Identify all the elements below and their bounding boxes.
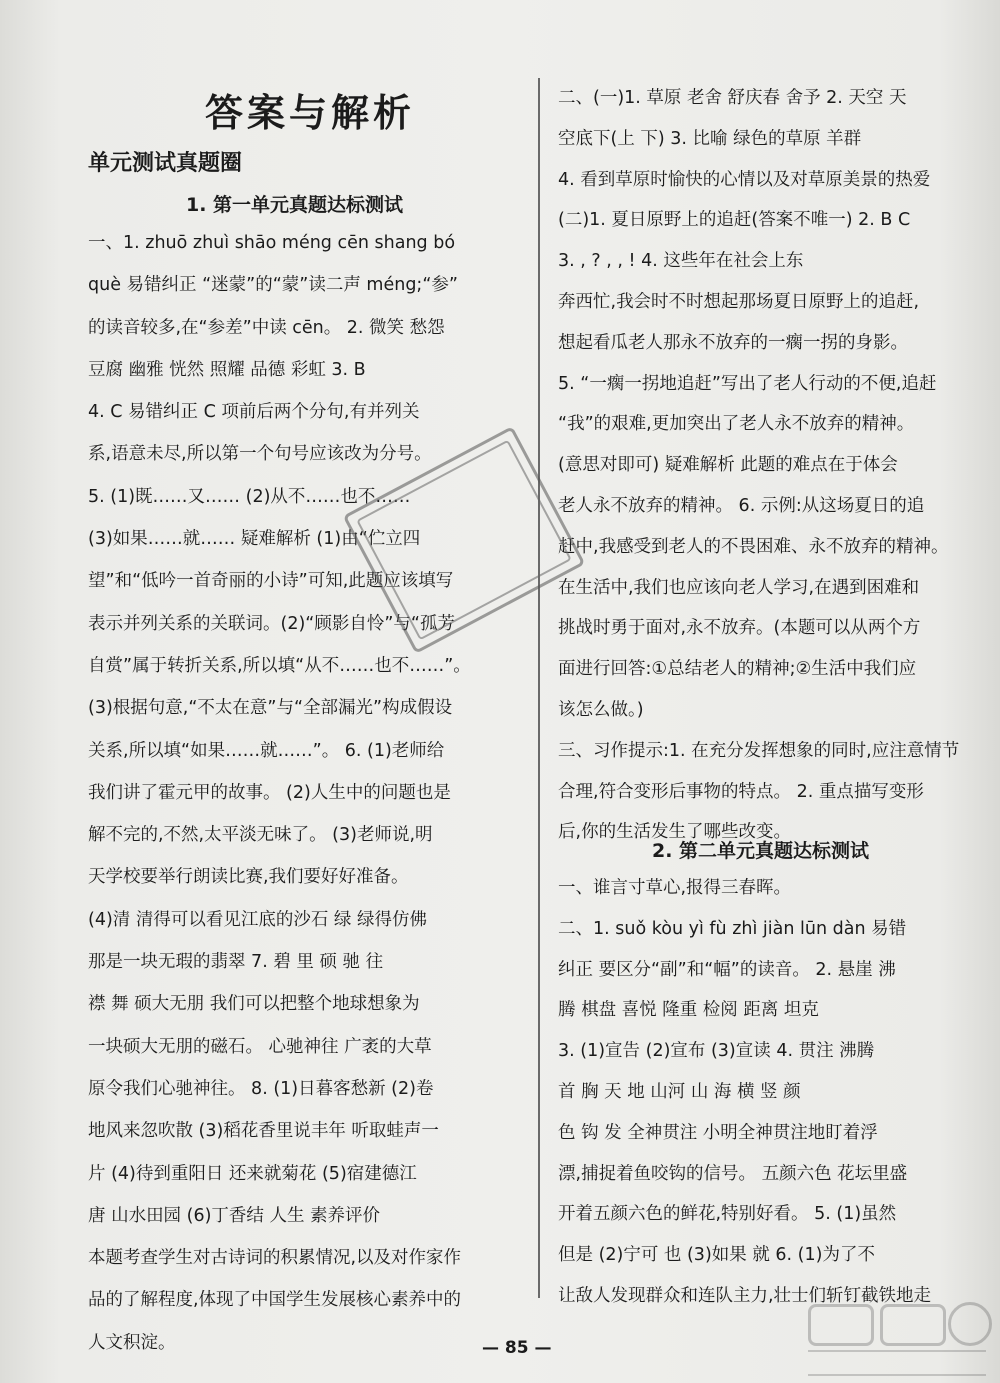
text-line: 一、1. zhuō zhuì shāo méng cēn shang bó bbox=[88, 233, 456, 253]
text-line: què 易错纠正 “迷蒙”的“蒙”读二声 méng;“参” bbox=[88, 275, 458, 296]
left-answer-column bbox=[88, 222, 520, 1364]
text-line: 挑战时勇于面对,永不放弃。(本题可以从两个方 bbox=[558, 618, 921, 639]
text-line: 合理,符合变形后事物的特点。 2. 重点描写变形 bbox=[558, 781, 924, 802]
text-line: 让敌人发现群众和连队主力,壮士们斩钉截铁地走 bbox=[558, 1285, 932, 1306]
text-line: 的读音较多,在“参差”中读 cēn。 2. 微笑 愁怨 bbox=[88, 317, 445, 338]
text-line: 三、习作提示:1. 在充分发挥想象的同时,应注意情节 bbox=[558, 740, 960, 761]
text-line: 品的了解程度,体现了中国学生发展核心素养中的 bbox=[88, 1290, 462, 1311]
text-line: 面进行回答:①总结老人的精神;②生活中我们应 bbox=[558, 659, 917, 680]
text-line: 在生活中,我们也应该向老人学习,在遇到困难和 bbox=[558, 577, 920, 598]
text-line: (3)如果……就…… 疑难解析 (1)由“伫立四 bbox=[88, 529, 421, 550]
text-line: 后,你的生活发生了哪些改变。 bbox=[558, 822, 792, 843]
text-line: 襟 舞 硕大无朋 我们可以把整个地球想象为 bbox=[88, 994, 420, 1015]
text-line: 唐 山水田园 (6)丁香结 人生 素养评价 bbox=[88, 1205, 381, 1226]
right-answer-column-bottom bbox=[558, 868, 990, 1317]
text-line: 色 钩 发 全神贯注 小明全神贯注地盯着浮 bbox=[558, 1122, 878, 1143]
text-line: 表示并列关系的关联词。(2)“顾影自怜”与“孤芳 bbox=[88, 613, 455, 634]
text-line: 二、(一)1. 草原 老舍 舒庆春 舍予 2. 天空 天 bbox=[558, 88, 907, 108]
text-line: 本题考查学生对古诗词的积累情况,以及对作家作 bbox=[88, 1248, 462, 1269]
text-line: 望”和“低吟一首奇丽的小诗”可知,此题应该填写 bbox=[88, 571, 454, 592]
text-line: (3)根据句意,“不太在意”与“全部漏光”构成假设 bbox=[88, 698, 453, 719]
text-line: 但是 (2)宁可 也 (3)如果 就 6. (1)为了不 bbox=[558, 1245, 875, 1266]
text-line: 那是一块无瑕的翡翠 7. 碧 里 硕 驰 往 bbox=[88, 952, 384, 973]
text-line: 二、1. suǒ kòu yì fù zhì jiàn lūn dàn 易错 bbox=[558, 918, 907, 939]
text-line: 首 胸 天 地 山河 山 海 横 竖 颜 bbox=[558, 1081, 801, 1102]
text-line: 4. C 易错纠正 C 项前后两个分句,有并列关 bbox=[88, 402, 420, 423]
text-line: 腾 棋盘 喜悦 隆重 检阅 距离 坦克 bbox=[558, 1000, 819, 1021]
site-watermark-logo bbox=[800, 1300, 990, 1378]
text-line: 原令我们心驰神往。 8. (1)日暮客愁新 (2)卷 bbox=[88, 1078, 434, 1099]
unit-1-title: 1. 第一单元真题达标测试 bbox=[186, 194, 404, 216]
text-line: 老人永不放弃的精神。 6. 示例:从这场夏日的追 bbox=[558, 495, 925, 516]
column-divider bbox=[538, 78, 540, 1298]
text-line: 一块硕大无朋的磁石。 心驰神往 广袤的大草 bbox=[88, 1036, 432, 1057]
text-line: 关系,所以填“如果……就……”。 6. (1)老师给 bbox=[88, 740, 445, 761]
text-line: 该怎么做。) bbox=[558, 699, 644, 720]
right-answer-column-top bbox=[558, 78, 990, 853]
text-line: 想起看瓜老人那永不放弃的一瘸一拐的身影。 bbox=[558, 332, 908, 353]
text-line: 开着五颜六色的鲜花,特别好看。 5. (1)虽然 bbox=[558, 1204, 897, 1225]
text-line: 我们讲了霍元甲的故事。 (2)人生中的问题也是 bbox=[88, 782, 451, 803]
text-line: 纠正 要区分“副”和“幅”的读音。 2. 悬崖 沸 bbox=[558, 959, 896, 980]
text-line: 系,语意未尽,所以第一个句号应该改为分号。 bbox=[88, 444, 432, 465]
text-line: 3. , ? , , ! 4. 这些年在社会上东 bbox=[558, 251, 804, 272]
text-line: 5. (1)既……又…… (2)从不……也不…… bbox=[88, 486, 411, 507]
text-line: “我”的艰难,更加突出了老人永不放弃的精神。 bbox=[558, 414, 915, 435]
text-line: 自赏”属于转折关系,所以填“从不……也不……”。 bbox=[88, 655, 471, 676]
text-line: 天学校要举行朗读比赛,我们要好好准备。 bbox=[88, 867, 409, 888]
text-line: 奔西忙,我会时不时想起那场夏日原野上的追赶, bbox=[558, 291, 920, 312]
text-line: 豆腐 幽雅 恍然 照耀 品德 彩虹 3. B bbox=[88, 359, 366, 380]
text-line: 空底下(上 下) 3. 比喻 绿色的草原 羊群 bbox=[558, 128, 862, 149]
text-line: 人文积淀。 bbox=[88, 1332, 176, 1353]
section-title: 单元测试真题圈 bbox=[88, 151, 243, 176]
text-line: 3. (1)宣告 (2)宣布 (3)宣读 4. 贯注 沸腾 bbox=[558, 1041, 875, 1062]
text-line: (二)1. 夏日原野上的追赶(答案不唯一) 2. B C bbox=[558, 210, 911, 231]
text-line: 5. “一瘸一拐地追赶”写出了老人行动的不便,追赶 bbox=[558, 373, 937, 394]
text-line: 解不完的,不然,太平淡无味了。 (3)老师说,明 bbox=[88, 825, 433, 846]
text-line: 片 (4)待到重阳日 还来就菊花 (5)宿建德江 bbox=[88, 1163, 417, 1184]
text-line: 漂,捕捉着鱼咬钩的信号。 五颜六色 花坛里盛 bbox=[558, 1163, 908, 1184]
text-line: (意思对即可) 疑难解析 此题的难点在于体会 bbox=[558, 455, 898, 476]
page-number: — 85 — bbox=[482, 1338, 552, 1358]
text-line: 赶中,我感受到老人的不畏困难、永不放弃的精神。 bbox=[558, 536, 949, 557]
text-line: 地风来忽吹散 (3)稻花香里说丰年 听取蛙声一 bbox=[88, 1121, 439, 1142]
text-line: 一、谁言寸草心,报得三春晖。 bbox=[558, 878, 792, 898]
text-line: (4)清 清得可以看见江底的沙石 绿 绿得仿佛 bbox=[88, 909, 427, 930]
page-title: 答案与解析 bbox=[205, 90, 416, 135]
unit-2-title: 2. 第二单元真题达标测试 bbox=[652, 840, 870, 862]
text-line: 4. 看到草原时愉快的心情以及对草原美景的热爱 bbox=[558, 169, 931, 190]
